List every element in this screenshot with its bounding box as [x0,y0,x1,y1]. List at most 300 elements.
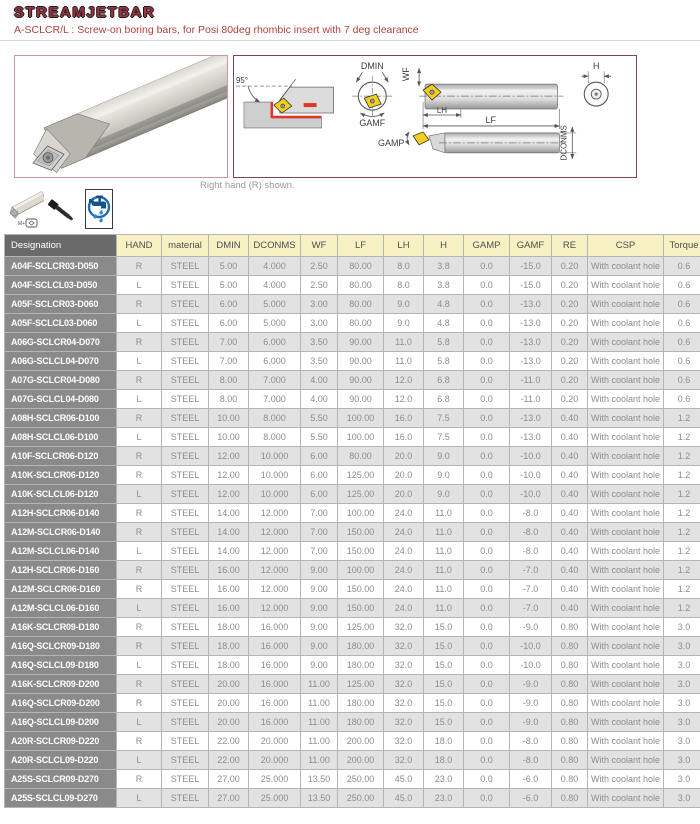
table-cell: 18.0 [424,732,464,751]
designation-cell: A12M-SCLCL06-D140 [5,542,117,561]
table-cell: STEEL [162,466,209,485]
table-cell: 32.0 [384,618,424,637]
table-cell: 125.00 [338,466,384,485]
table-cell: R [117,580,162,599]
table-cell: With coolant hole [588,371,664,390]
table-cell: 180.00 [338,637,384,656]
designation-cell: A08H-SCLCR06-D100 [5,409,117,428]
table-cell: STEEL [162,390,209,409]
table-cell: 0.80 [552,751,588,770]
table-cell: 6.8 [424,390,464,409]
table-cell: 7.00 [301,523,338,542]
table-cell: 0.40 [552,447,588,466]
table-cell: 3.00 [301,295,338,314]
table-row [5,428,700,447]
table-cell: -8.0 [510,523,552,542]
column-header-gamf: GAMF [510,235,552,257]
table-cell: 24.0 [384,542,424,561]
table-row [5,352,700,371]
table-cell: 0.80 [552,770,588,789]
table-cell: 0.0 [464,276,510,295]
table-cell: R [117,371,162,390]
table-cell: 0.6 [664,314,700,333]
table-cell: STEEL [162,675,209,694]
table-cell: 3.0 [664,713,700,732]
table-cell: 100.00 [338,409,384,428]
product-subtitle: A-SCLCR/L : Screw-on boring bars, for Posi 80deg rhombic insert with 7 deg clearance [14,24,419,36]
table-row [5,580,700,599]
table-cell: With coolant hole [588,618,664,637]
table-cell: STEEL [162,789,209,808]
table-cell: 0.80 [552,732,588,751]
table-cell: 180.00 [338,694,384,713]
table-cell: 16.00 [209,580,249,599]
table-row [5,504,700,523]
column-header-designation: Designation [5,235,117,257]
table-cell: 90.00 [338,390,384,409]
table-cell: R [117,466,162,485]
table-cell: 0.40 [552,466,588,485]
table-cell: 0.0 [464,561,510,580]
table-cell: 200.00 [338,751,384,770]
table-cell: 1.2 [664,599,700,618]
table-cell: 16.000 [249,713,301,732]
table-cell: STEEL [162,770,209,789]
table-cell: L [117,789,162,808]
table-cell: 0.40 [552,542,588,561]
table-cell: 0.0 [464,371,510,390]
table-cell: 15.0 [424,618,464,637]
column-header-wf: WF [301,235,338,257]
brand-logo: STREAMJETBAR [14,4,156,21]
designation-cell: A20R-SCLCR09-D220 [5,732,117,751]
table-header-row [5,235,700,257]
table-cell: 11.0 [384,352,424,371]
table-cell: -11.0 [510,371,552,390]
length-view [378,61,611,160]
table-cell: With coolant hole [588,732,664,751]
table-row [5,561,700,580]
table-cell: 125.00 [338,675,384,694]
table-cell: With coolant hole [588,637,664,656]
table-cell: STEEL [162,656,209,675]
boring-bar-photo-illustration [15,56,227,177]
table-cell: 0.0 [464,466,510,485]
table-cell: 0.40 [552,599,588,618]
table-cell: 12.00 [209,466,249,485]
table-cell: 3.0 [664,751,700,770]
table-cell: 6.00 [301,485,338,504]
table-cell: 125.00 [338,485,384,504]
table-cell: 9.00 [301,637,338,656]
table-cell: -7.0 [510,580,552,599]
table-cell: 0.80 [552,637,588,656]
table-cell: 7.000 [249,390,301,409]
table-cell: 32.0 [384,656,424,675]
table-cell: 200.00 [338,732,384,751]
table-cell: L [117,599,162,618]
table-cell: -10.0 [510,656,552,675]
designation-cell: A04F-SCLCL03-D050 [5,276,117,295]
table-cell: With coolant hole [588,428,664,447]
table-cell: 6.000 [249,352,301,371]
table-cell: 3.8 [424,257,464,276]
table-cell: With coolant hole [588,333,664,352]
table-cell: 12.000 [249,504,301,523]
table-cell: 9.0 [424,466,464,485]
angle-95-label: 95° [235,76,249,86]
table-cell: -9.0 [510,618,552,637]
table-cell: 6.00 [209,295,249,314]
table-cell: 0.0 [464,390,510,409]
table-cell: 0.80 [552,789,588,808]
table-cell: 1.2 [664,580,700,599]
table-cell: R [117,333,162,352]
table-cell: 12.000 [249,542,301,561]
table-cell: STEEL [162,599,209,618]
table-cell: -9.0 [510,713,552,732]
lf-label: LF [485,114,496,125]
table-cell: 7.000 [249,371,301,390]
table-cell: 1.2 [664,523,700,542]
table-cell: With coolant hole [588,504,664,523]
table-cell: 7.5 [424,409,464,428]
table-row [5,599,700,618]
table-cell: 11.0 [424,542,464,561]
table-cell: 0.6 [664,371,700,390]
table-cell: 12.0 [384,371,424,390]
table-cell: 16.000 [249,618,301,637]
table-cell: 11.0 [424,523,464,542]
table-cell: L [117,276,162,295]
table-cell: 0.0 [464,580,510,599]
table-cell: -15.0 [510,257,552,276]
table-cell: 0.80 [552,618,588,637]
table-cell: 0.0 [464,770,510,789]
table-cell: STEEL [162,314,209,333]
table-cell: 12.000 [249,599,301,618]
table-cell: 7.00 [301,504,338,523]
table-cell: 11.00 [301,694,338,713]
gamf-label: GAMF [359,117,386,128]
table-cell: L [117,751,162,770]
designation-cell: A12M-SCLCR06-D160 [5,580,117,599]
table-cell: 0.40 [552,580,588,599]
designation-cell: A16Q-SCLCL09-D200 [5,713,117,732]
table-cell: 20.00 [209,694,249,713]
table-cell: -7.0 [510,599,552,618]
table-cell: 0.20 [552,314,588,333]
table-cell: 4.8 [424,295,464,314]
table-cell: 0.80 [552,694,588,713]
table-cell: R [117,447,162,466]
table-cell: 0.80 [552,713,588,732]
table-cell: -10.0 [510,637,552,656]
table-cell: 0.0 [464,599,510,618]
table-cell: STEEL [162,751,209,770]
designation-cell: A20R-SCLCL09-D220 [5,751,117,770]
table-cell: 0.0 [464,428,510,447]
table-cell: R [117,675,162,694]
table-cell: 150.00 [338,599,384,618]
table-cell: 0.0 [464,751,510,770]
table-cell: 20.0 [384,466,424,485]
table-cell: L [117,314,162,333]
table-cell: 23.0 [424,789,464,808]
table-cell: 27.00 [209,789,249,808]
table-cell: STEEL [162,504,209,523]
designation-cell: A04F-SCLCR03-D050 [5,257,117,276]
table-cell: With coolant hole [588,713,664,732]
tool-icon-text: M+ [18,221,26,227]
table-cell: 10.00 [209,409,249,428]
table-cell: With coolant hole [588,751,664,770]
table-cell: With coolant hole [588,485,664,504]
table-cell: -10.0 [510,447,552,466]
table-cell: -8.0 [510,751,552,770]
table-cell: R [117,732,162,751]
table-cell: 1.2 [664,485,700,504]
table-cell: 0.20 [552,276,588,295]
table-cell: 0.0 [464,295,510,314]
table-cell: L [117,390,162,409]
table-cell: 11.0 [384,333,424,352]
table-cell: 0.20 [552,371,588,390]
table-cell: With coolant hole [588,390,664,409]
table-cell: 7.5 [424,428,464,447]
table-cell: 0.6 [664,390,700,409]
table-cell: 0.6 [664,276,700,295]
table-cell: 0.0 [464,352,510,371]
table-cell: 5.000 [249,295,301,314]
table-cell: 9.00 [301,599,338,618]
table-cell: STEEL [162,637,209,656]
table-cell: STEEL [162,371,209,390]
designation-cell: A10K-SCLCL06-D120 [5,485,117,504]
table-cell: 11.00 [301,751,338,770]
table-cell: -13.0 [510,409,552,428]
table-cell: -6.0 [510,789,552,808]
table-cell: 32.0 [384,675,424,694]
table-cell: 24.0 [384,561,424,580]
table-cell: 0.20 [552,333,588,352]
table-cell: 8.000 [249,428,301,447]
table-cell: With coolant hole [588,257,664,276]
table-cell: 5.50 [301,409,338,428]
table-cell: 14.00 [209,523,249,542]
table-cell: With coolant hole [588,694,664,713]
table-cell: 12.0 [384,390,424,409]
table-cell: 24.0 [384,504,424,523]
table-cell: 3.00 [301,314,338,333]
table-cell: 18.00 [209,656,249,675]
table-cell: STEEL [162,542,209,561]
table-row [5,314,700,333]
table-cell: With coolant hole [588,656,664,675]
designation-cell: A08H-SCLCL06-D100 [5,428,117,447]
table-cell: -15.0 [510,276,552,295]
table-cell: 11.00 [301,713,338,732]
header-divider [0,40,700,41]
table-row [5,390,700,409]
table-cell: 15.0 [424,694,464,713]
table-cell: 32.0 [384,637,424,656]
table-cell: 3.8 [424,276,464,295]
table-row [5,409,700,428]
dconms-label: DCONMS [559,125,569,161]
table-cell: 20.00 [209,713,249,732]
table-cell: 8.0 [384,257,424,276]
table-cell: 32.0 [384,694,424,713]
coolant-icon [85,189,113,229]
table-cell: 0.40 [552,561,588,580]
table-cell: With coolant hole [588,542,664,561]
table-cell: 16.000 [249,637,301,656]
table-cell: 0.0 [464,504,510,523]
table-row [5,333,700,352]
table-cell: -8.0 [510,504,552,523]
table-cell: R [117,637,162,656]
table-cell: 10.000 [249,466,301,485]
table-cell: With coolant hole [588,295,664,314]
table-cell: 80.00 [338,257,384,276]
table-cell: 2.50 [301,276,338,295]
designation-cell: A16Q-SCLCR09-D180 [5,637,117,656]
table-cell: 12.00 [209,447,249,466]
table-cell: 13.50 [301,789,338,808]
table-cell: 1.2 [664,504,700,523]
table-cell: 9.0 [384,314,424,333]
table-cell: 8.00 [209,371,249,390]
table-cell: 20.000 [249,751,301,770]
table-cell: With coolant hole [588,675,664,694]
table-cell: L [117,542,162,561]
table-cell: 4.000 [249,276,301,295]
column-header-torque: Torque [664,235,700,257]
table-cell: 16.0 [384,428,424,447]
table-cell: -8.0 [510,732,552,751]
table-cell: With coolant hole [588,352,664,371]
designation-cell: A10F-SCLCR06-D120 [5,447,117,466]
table-cell: -6.0 [510,770,552,789]
table-cell: 20.0 [384,485,424,504]
column-header-material: material [162,235,209,257]
table-cell: 0.0 [464,333,510,352]
table-cell: 16.00 [209,599,249,618]
table-cell: With coolant hole [588,466,664,485]
table-cell: 4.000 [249,257,301,276]
table-cell: 180.00 [338,713,384,732]
table-cell: 100.00 [338,504,384,523]
table-cell: 15.0 [424,656,464,675]
column-header-csp: CSP [588,235,664,257]
table-cell: -11.0 [510,390,552,409]
table-cell: L [117,713,162,732]
table-cell: 20.000 [249,732,301,751]
table-cell: 11.00 [301,732,338,751]
table-cell: 0.40 [552,523,588,542]
table-cell: 6.000 [249,333,301,352]
table-cell: 11.0 [424,504,464,523]
table-cell: R [117,618,162,637]
table-cell: STEEL [162,257,209,276]
table-cell: 15.0 [424,713,464,732]
table-cell: 9.00 [301,580,338,599]
table-cell: With coolant hole [588,447,664,466]
table-cell: 11.0 [424,561,464,580]
table-cell: 1.2 [664,561,700,580]
table-cell: 0.0 [464,713,510,732]
table-cell: 3.0 [664,770,700,789]
table-cell: 1.2 [664,542,700,561]
table-cell: R [117,694,162,713]
table-cell: 45.0 [384,770,424,789]
table-cell: 22.00 [209,751,249,770]
table-cell: 6.00 [301,447,338,466]
table-cell: STEEL [162,447,209,466]
product-photo [14,55,228,178]
table-cell: 20.00 [209,675,249,694]
table-cell: 20.0 [384,447,424,466]
designation-cell: A12M-SCLCR06-D140 [5,523,117,542]
table-cell: -9.0 [510,694,552,713]
table-cell: R [117,523,162,542]
designation-cell: A16K-SCLCR09-D180 [5,618,117,637]
table-cell: 5.8 [424,333,464,352]
table-cell: STEEL [162,694,209,713]
table-row [5,295,700,314]
table-cell: 9.00 [301,656,338,675]
table-cell: 6.8 [424,371,464,390]
table-cell: 9.0 [424,447,464,466]
designation-cell: A16Q-SCLCL09-D180 [5,656,117,675]
table-cell: 3.0 [664,618,700,637]
table-cell: 0.0 [464,732,510,751]
table-cell: 0.0 [464,409,510,428]
table-cell: 80.00 [338,295,384,314]
table-cell: 10.000 [249,485,301,504]
table-cell: 3.0 [664,656,700,675]
column-header-lf: LF [338,235,384,257]
table-cell: 23.0 [424,770,464,789]
table-cell: 45.0 [384,789,424,808]
designation-cell: A16K-SCLCR09-D200 [5,675,117,694]
table-cell: -13.0 [510,428,552,447]
table-cell: 0.80 [552,656,588,675]
table-cell: 1.2 [664,466,700,485]
table-cell: 9.0 [424,485,464,504]
table-row [5,656,700,675]
table-cell: R [117,409,162,428]
table-cell: 90.00 [338,371,384,390]
table-cell: 0.0 [464,447,510,466]
table-cell: R [117,295,162,314]
dmin-label: DMIN [360,61,384,72]
designation-cell: A25S-SCLCR09-D270 [5,770,117,789]
table-cell: 90.00 [338,352,384,371]
table-cell: -8.0 [510,542,552,561]
table-row [5,789,700,808]
table-cell: 1.2 [664,409,700,428]
table-row [5,371,700,390]
table-cell: 16.0 [384,409,424,428]
table-cell: 16.000 [249,694,301,713]
table-cell: 12.000 [249,580,301,599]
table-cell: 16.000 [249,656,301,675]
table-cell: 0.0 [464,694,510,713]
designation-cell: A12M-SCLCL06-D160 [5,599,117,618]
table-cell: 10.00 [209,428,249,447]
